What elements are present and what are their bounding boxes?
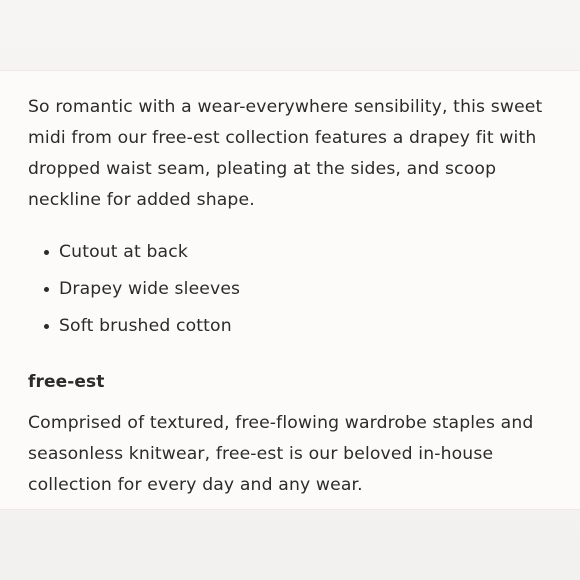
clipped-text-remnant: [28, 70, 58, 75]
feature-label: Soft brushed cotton: [59, 316, 232, 336]
bullet-icon: [44, 250, 49, 255]
feature-list-item: [28, 271, 240, 308]
feature-list-item: [28, 308, 240, 345]
bullet-icon: [44, 324, 49, 329]
feature-label: Cutout at back: [59, 242, 188, 262]
product-description-panel: [0, 70, 580, 510]
feature-label: Drapey wide sleeves: [59, 279, 241, 299]
feature-list-item: [28, 234, 240, 271]
feature-list: [28, 234, 240, 345]
brand-description-text: Comprised of textured, free-flowing wardrobe staples and seasonless knitwear, free-est is our beloved in-house collection for every day and any wear.: [28, 413, 534, 495]
product-description-text: So romantic with a wear-everywhere sensibility, this sweet midi from our free-est collection features a drapey fit with dropped waist seam, pleating at the sides, and scoop neckline for added shape.: [28, 97, 543, 210]
brand-heading: free-est: [28, 372, 105, 392]
bullet-icon: [44, 287, 49, 292]
